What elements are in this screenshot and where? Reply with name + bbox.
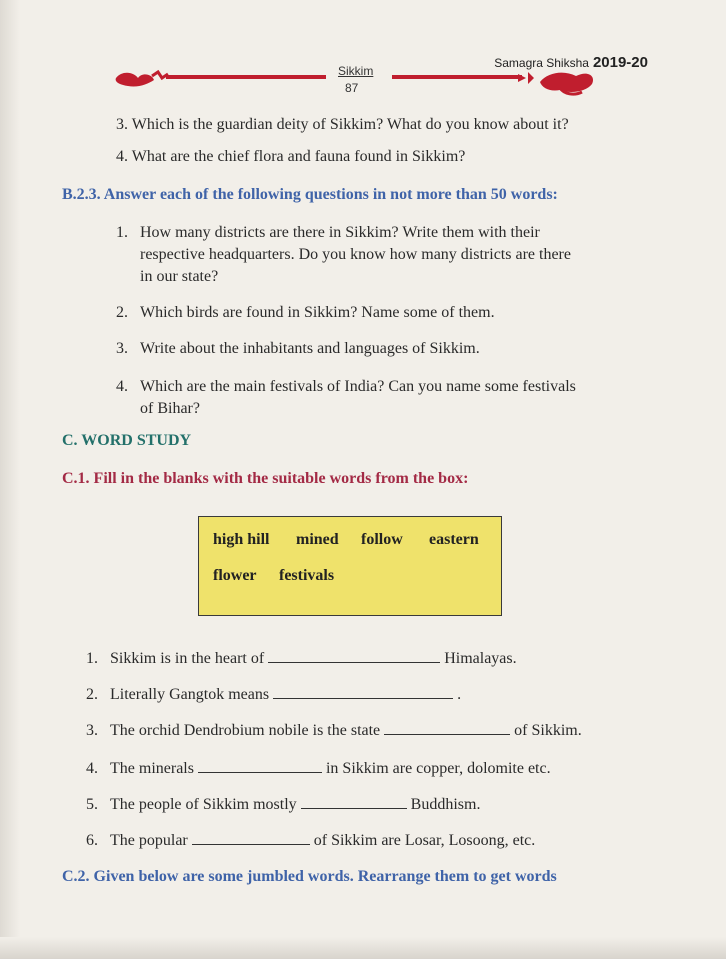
- fill-blank-item: 3. The orchid Dendrobium nobile is the state of Sikkim.: [86, 722, 582, 739]
- blank-line: [384, 722, 510, 735]
- question-item: 4. What are the chief flora and fauna found in Sikkim?: [116, 148, 466, 165]
- fill-blank-item: 4. The minerals in Sikkim are copper, dolomite etc.: [86, 760, 551, 777]
- page-shadow-bottom: [0, 937, 726, 959]
- fill-blank-item: 5. The people of Sikkim mostly Buddhism.: [86, 796, 481, 813]
- page-number: 87: [345, 81, 359, 95]
- question-item-continued: of Bihar?: [140, 400, 200, 417]
- question-item: 2. Which birds are found in Sikkim? Name some of them.: [116, 304, 495, 321]
- section-heading-word-study: C. WORD STUDY: [62, 432, 192, 449]
- box-word: flower: [213, 567, 257, 584]
- question-item: 4. Which are the main festivals of India? Can you name some festivals: [116, 378, 576, 395]
- box-word: festivals: [279, 567, 335, 584]
- header-publisher: Samagra Shiksha 2019-20: [494, 54, 648, 71]
- question-item-continued: in our state?: [140, 268, 219, 285]
- blank-line: [273, 686, 453, 699]
- header-year: 2019-20: [592, 54, 648, 71]
- question-item: 3. Which is the guardian deity of Sikkim? What do you know about it?: [116, 116, 569, 133]
- question-item: 3. Write about the inhabitants and languages of Sikkim.: [116, 340, 480, 357]
- blank-line: [192, 832, 310, 845]
- box-word: follow: [361, 531, 403, 548]
- word-box: [198, 516, 502, 616]
- question-item: 1. How many districts are there in Sikkim? Write them with their: [116, 224, 540, 241]
- blank-line: [198, 760, 322, 773]
- section-heading-b23: B.2.3. Answer each of the following questions in not more than 50 words:: [62, 186, 558, 203]
- question-item-continued: respective headquarters. Do you know how many districts are there: [140, 246, 571, 263]
- section-heading-c1: C.1. Fill in the blanks with the suitable words from the box:: [62, 470, 469, 487]
- box-word: high hill: [213, 531, 270, 548]
- blank-line: [301, 796, 407, 809]
- page-shadow-left: [0, 0, 20, 959]
- box-word: eastern: [429, 531, 479, 548]
- blank-line: [268, 650, 440, 663]
- header-chapter-title: Sikkim: [338, 64, 374, 78]
- fill-blank-item: 2. Literally Gangtok means .: [86, 686, 462, 703]
- fill-blank-item: 1. Sikkim is in the heart of Himalayas.: [86, 650, 517, 667]
- section-heading-c2: C.2. Given below are some jumbled words. Rearrange them to get words: [62, 868, 557, 885]
- fill-blank-item: 6. The popular of Sikkim are Losar, Losoong, etc.: [86, 832, 536, 849]
- box-word: mined: [296, 531, 339, 548]
